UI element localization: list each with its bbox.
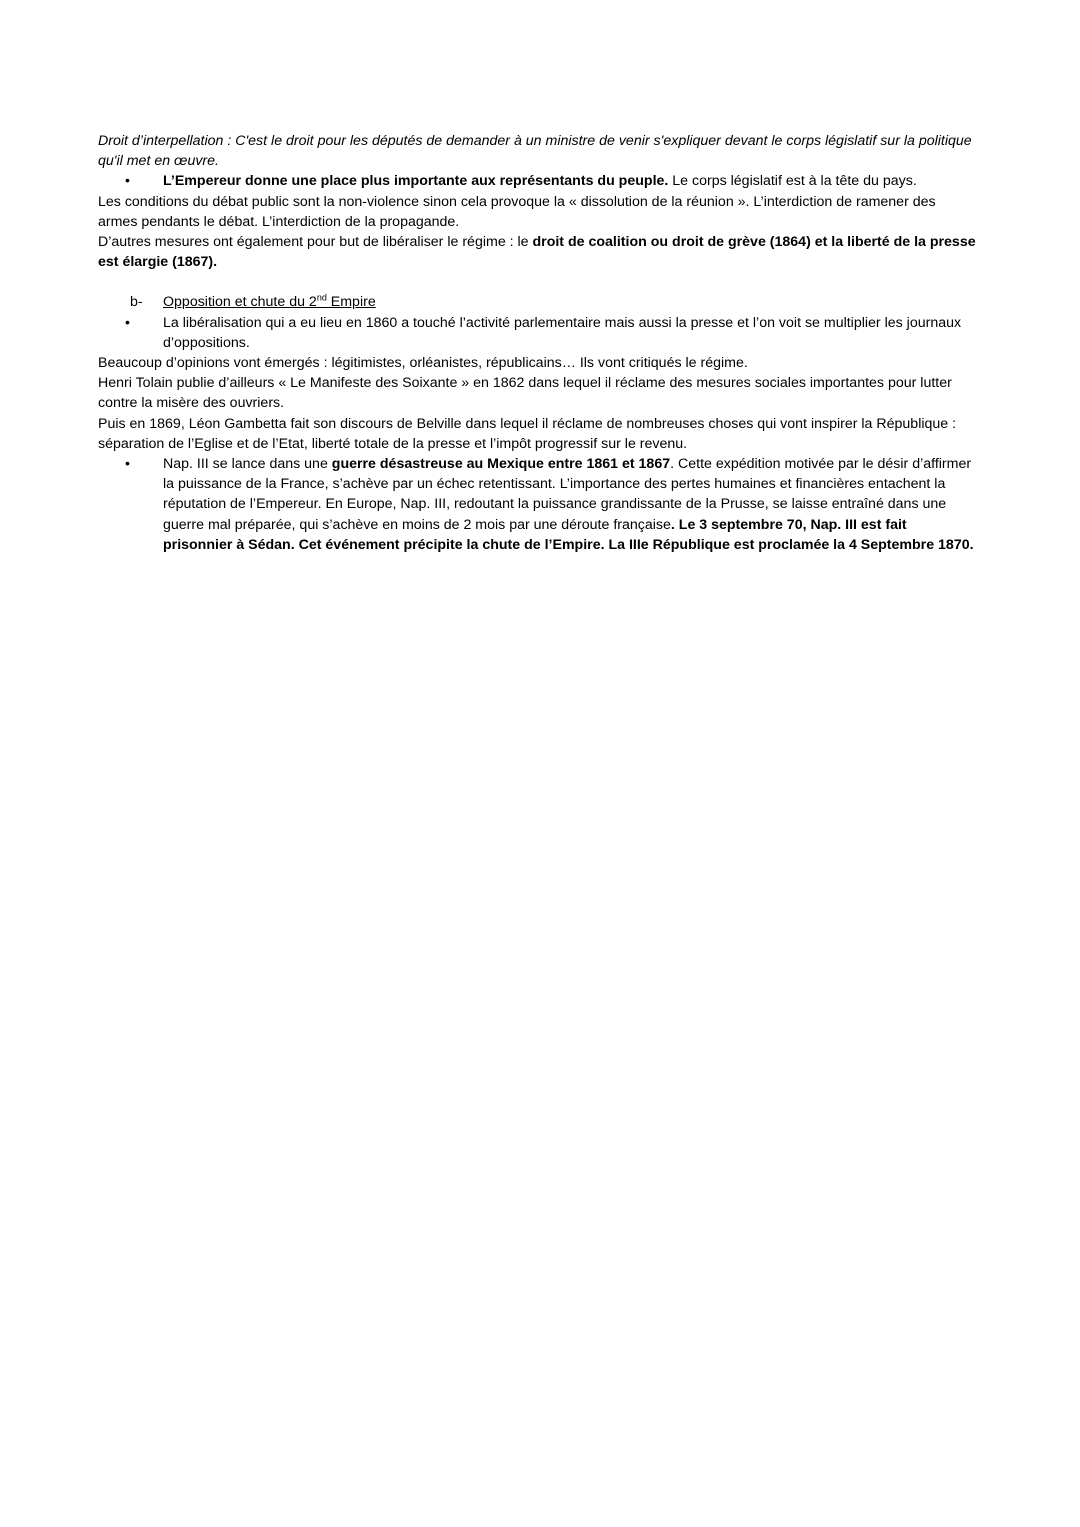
bullet-item-mexique [98, 454, 976, 555]
section-title-end: Empire [326, 294, 376, 311]
definition-text: : C'est le droit pour les députés de demander à un ministre de venir s'expliquer devant le corps législatif sur la politique qu'il met en œuvre. [98, 133, 972, 170]
document-page [98, 131, 976, 555]
section-heading [98, 292, 976, 312]
paragraph-mesures [98, 232, 976, 272]
section-title-sup: nd [316, 292, 327, 303]
bullet-icon: • [125, 314, 130, 331]
paragraph-opinions: Beaucoup d’opinions vont émergés : légitimistes, orléanistes, républicains… Ils vont critiqués le régime. [98, 355, 748, 372]
bullet-text: Le corps législatif est à la tête du pays. [668, 173, 917, 190]
bullet-icon: • [125, 456, 130, 473]
paragraph-bold-text: droit de coalition ou droit de grève (1864) et la liberté de la presse est élargie (1867). [98, 234, 976, 271]
bullet-item-empereur [98, 171, 976, 191]
paragraph-gambetta: Puis en 1869, Léon Gambetta fait son discours de Belville dans lequel il réclame de nombreuses choses qui vont inspirer la République : séparation de l’Eglise et de l’Etat, liberté totale de la presse et l’impôt progressif sur le revenu. [98, 415, 957, 452]
definition-paragraph [98, 131, 976, 171]
section-title [163, 294, 376, 310]
bullet-text-start: Nap. III se lance dans une [163, 456, 332, 473]
section-marker: b- [130, 294, 143, 311]
paragraph-debat-public: Les conditions du débat public sont la non-violence sinon cela provoque la « dissolution de la réunion ». L’interdiction de ramener des armes pendants le débat. L’interdiction de la propagande. [98, 193, 936, 230]
paragraph-text: D’autres mesures ont également pour but de libéraliser le régime : le [98, 234, 533, 251]
bullet-text-mid: . Cette expédition motivée par le désir d’affirmer la puissance de la France, s’achève par un échec retentissant. L’importance des pertes humaines et financières entachent la réputation de l’Empereur. En Europe, Nap. III, redoutant la puissance grandissante de la Prusse, se laisse entraîné dans une guerre mal préparée, qui s’achève en moins de 2 mois par une déroute française [163, 456, 972, 533]
section-title-start: Opposition et chute du 2 [163, 294, 317, 311]
bullet-bold-text-end: . Le 3 septembre 70, Nap. III est fait prisonnier à Sédan. Cet événement précipite la chute de l’Empire. La IIIe République est proclamée la 4 Septembre 1870. [163, 516, 974, 553]
paragraph-tolain: Henri Tolain publie d’ailleurs « Le Manifeste des Soixante » en 1862 dans lequel il réclame des mesures sociales importantes pour lutter contre la misère des ouvriers. [98, 375, 952, 412]
bullet-item-liberalisation [98, 313, 976, 353]
definition-term: Droit d’interpellation [98, 133, 224, 149]
bullet-bold-text: guerre désastreuse au Mexique entre 1861 et 1867 [331, 456, 671, 473]
bullet-icon: • [125, 173, 130, 190]
bullet-text: La libéralisation qui a eu lieu en 1860 a touché l’activité parlementaire mais aussi la presse et l’on voit se multiplier les journaux d’oppositions. [163, 314, 962, 351]
bullet-bold-text: L’Empereur donne une place plus importante aux représentants du peuple. [163, 173, 669, 190]
